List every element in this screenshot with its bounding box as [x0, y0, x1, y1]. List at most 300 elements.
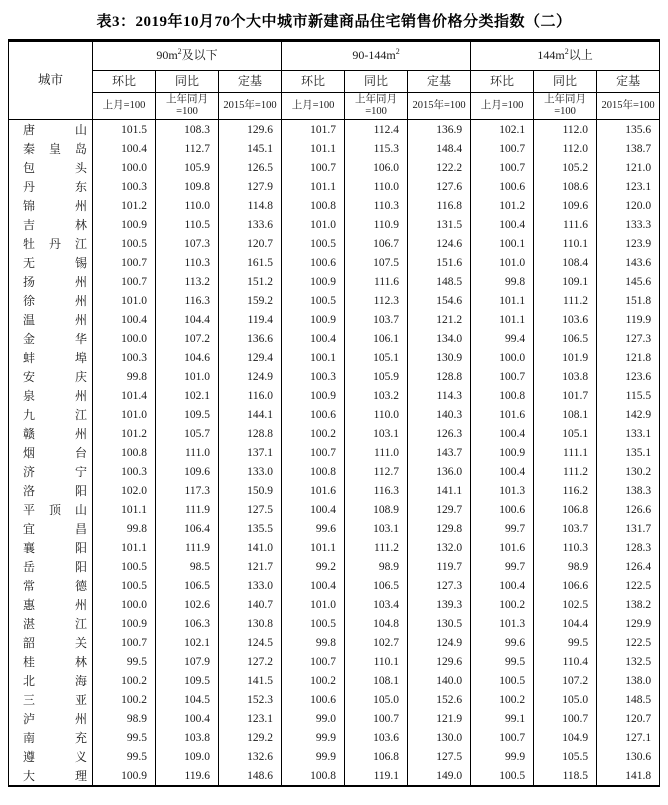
- page-title: 表3：2019年10月70个大中城市新建商品住宅销售价格分类指数（二）: [96, 14, 572, 30]
- value-cell: 100.6: [471, 500, 534, 519]
- value-cell: 127.3: [408, 576, 471, 595]
- value-cell: 99.7: [471, 519, 534, 538]
- value-cell: 101.1: [471, 310, 534, 329]
- city-name: 泉 州: [23, 389, 87, 403]
- value-cell: 103.4: [345, 595, 408, 614]
- value-cell: 145.6: [597, 272, 660, 291]
- value-cell: 101.0: [471, 253, 534, 272]
- city-cell: [9, 196, 93, 215]
- value-cell: 105.2: [534, 158, 597, 177]
- value-cell: 127.1: [597, 728, 660, 747]
- value-cell: 101.6: [471, 538, 534, 557]
- value-cell: 107.5: [345, 253, 408, 272]
- value-cell: 105.9: [156, 158, 219, 177]
- value-cell: 138.7: [597, 139, 660, 158]
- value-cell: 133.3: [597, 215, 660, 234]
- value-cell: 123.9: [597, 234, 660, 253]
- city-cell: [9, 177, 93, 196]
- table-row: [9, 120, 660, 140]
- value-cell: 101.0: [282, 595, 345, 614]
- table-row: [9, 652, 660, 671]
- value-cell: 109.6: [156, 462, 219, 481]
- city-name: 南 充: [23, 731, 87, 745]
- city-cell: [9, 652, 93, 671]
- city-name: 桂 林: [23, 655, 87, 669]
- value-cell: 100.2: [282, 671, 345, 690]
- value-cell: 100.7: [282, 158, 345, 177]
- value-cell: 133.0: [219, 576, 282, 595]
- value-cell: 122.5: [597, 633, 660, 652]
- value-cell: 107.2: [534, 671, 597, 690]
- value-cell: 111.0: [156, 443, 219, 462]
- city-cell: [9, 272, 93, 291]
- value-cell: 128.3: [597, 538, 660, 557]
- city-name: 宜 昌: [23, 522, 87, 536]
- value-cell: 106.6: [534, 576, 597, 595]
- table-body: [9, 120, 660, 787]
- value-cell: 102.1: [156, 633, 219, 652]
- city-name: 遵 义: [23, 750, 87, 764]
- value-cell: 126.4: [597, 557, 660, 576]
- value-cell: 99.5: [93, 747, 156, 766]
- value-cell: 105.5: [534, 747, 597, 766]
- value-cell: 143.7: [408, 443, 471, 462]
- city-cell: [9, 348, 93, 367]
- value-cell: 102.6: [156, 595, 219, 614]
- value-cell: 100.7: [93, 272, 156, 291]
- value-cell: 112.3: [345, 291, 408, 310]
- value-cell: 101.1: [471, 291, 534, 310]
- value-cell: 141.5: [219, 671, 282, 690]
- value-cell: 100.9: [282, 272, 345, 291]
- table-row: [9, 177, 660, 196]
- value-cell: 104.5: [156, 690, 219, 709]
- city-name: 牡 丹 江: [23, 237, 87, 251]
- value-cell: 135.1: [597, 443, 660, 462]
- value-cell: 103.6: [345, 728, 408, 747]
- value-cell: 161.5: [219, 253, 282, 272]
- value-cell: 100.9: [93, 614, 156, 633]
- col-header-fixed-3: 定基: [597, 71, 660, 93]
- value-cell: 106.8: [345, 747, 408, 766]
- group-header-90-144: $90-144m^2$: [282, 41, 471, 71]
- value-cell: 99.9: [282, 728, 345, 747]
- value-cell: 100.7: [93, 253, 156, 272]
- city-name: 蚌 埠: [23, 351, 87, 365]
- value-cell: 99.8: [93, 519, 156, 538]
- value-cell: 116.2: [534, 481, 597, 500]
- table-row: [9, 367, 660, 386]
- value-cell: 106.5: [534, 329, 597, 348]
- city-name: 包 头: [23, 161, 87, 175]
- value-cell: 100.9: [93, 215, 156, 234]
- value-cell: 105.9: [345, 367, 408, 386]
- table-row: [9, 728, 660, 747]
- value-cell: 123.1: [597, 177, 660, 196]
- city-name: 九 江: [23, 408, 87, 422]
- value-cell: 99.6: [471, 633, 534, 652]
- table-row: [9, 595, 660, 614]
- city-name: 平 顶 山: [23, 503, 87, 517]
- value-cell: 103.8: [534, 367, 597, 386]
- value-cell: 140.0: [408, 671, 471, 690]
- value-cell: 124.9: [408, 633, 471, 652]
- value-cell: 106.8: [534, 500, 597, 519]
- value-cell: 109.0: [156, 747, 219, 766]
- value-cell: 127.9: [219, 177, 282, 196]
- value-cell: 132.0: [408, 538, 471, 557]
- value-cell: 131.5: [408, 215, 471, 234]
- value-cell: 112.7: [156, 139, 219, 158]
- value-cell: 128.8: [219, 424, 282, 443]
- value-cell: 113.2: [156, 272, 219, 291]
- col-header-yoy-2: 同比: [345, 71, 408, 93]
- value-cell: 110.0: [345, 177, 408, 196]
- value-cell: 136.9: [408, 120, 471, 140]
- value-cell: 121.8: [597, 348, 660, 367]
- value-cell: 100.7: [282, 652, 345, 671]
- table-row: [9, 462, 660, 481]
- value-cell: 132.6: [219, 747, 282, 766]
- value-cell: 100.9: [282, 386, 345, 405]
- col-header-mom-1: 环比: [93, 71, 156, 93]
- value-cell: 148.5: [597, 690, 660, 709]
- value-cell: 105.7: [156, 424, 219, 443]
- value-cell: 103.1: [345, 519, 408, 538]
- value-cell: 108.6: [534, 177, 597, 196]
- value-cell: 98.9: [93, 709, 156, 728]
- value-cell: 131.7: [597, 519, 660, 538]
- value-cell: 110.1: [534, 234, 597, 253]
- value-cell: 104.8: [345, 614, 408, 633]
- table-row: [9, 671, 660, 690]
- group-header-144-above: $144m^2$以上: [471, 41, 660, 71]
- table-row: [9, 348, 660, 367]
- city-cell: [9, 633, 93, 652]
- value-cell: 114.3: [408, 386, 471, 405]
- city-name: 襄 阳: [23, 541, 87, 555]
- value-cell: 101.6: [282, 481, 345, 500]
- city-cell: [9, 595, 93, 614]
- value-cell: 135.5: [219, 519, 282, 538]
- col-header-fixed-1: 定基: [219, 71, 282, 93]
- table-row: [9, 481, 660, 500]
- table-row: [9, 747, 660, 766]
- value-cell: 99.6: [282, 519, 345, 538]
- city-name: 常 德: [23, 579, 87, 593]
- value-cell: 100.3: [93, 462, 156, 481]
- value-cell: 109.5: [156, 671, 219, 690]
- value-cell: 115.3: [345, 139, 408, 158]
- table-row: [9, 519, 660, 538]
- value-cell: 130.2: [597, 462, 660, 481]
- value-cell: 100.4: [93, 310, 156, 329]
- value-cell: 100.8: [282, 766, 345, 786]
- value-cell: 100.7: [471, 139, 534, 158]
- value-cell: 127.2: [219, 652, 282, 671]
- value-cell: 111.2: [534, 291, 597, 310]
- value-cell: 100.8: [471, 386, 534, 405]
- value-cell: 101.1: [282, 139, 345, 158]
- value-cell: 129.6: [219, 120, 282, 140]
- base-header-mom-2: 上月=100: [282, 93, 345, 120]
- base-header-fixed-3: 2015年=100: [597, 93, 660, 120]
- value-cell: 101.7: [534, 386, 597, 405]
- value-cell: 140.7: [219, 595, 282, 614]
- col-header-fixed-2: 定基: [408, 71, 471, 93]
- table-row: [9, 329, 660, 348]
- value-cell: 109.6: [534, 196, 597, 215]
- city-cell: [9, 462, 93, 481]
- city-cell: [9, 519, 93, 538]
- value-cell: 101.3: [471, 481, 534, 500]
- value-cell: 101.7: [282, 120, 345, 140]
- value-cell: 100.4: [156, 709, 219, 728]
- value-cell: 100.9: [282, 310, 345, 329]
- value-cell: 119.7: [408, 557, 471, 576]
- value-cell: 108.3: [156, 120, 219, 140]
- value-cell: 126.5: [219, 158, 282, 177]
- city-cell: [9, 367, 93, 386]
- city-cell: [9, 253, 93, 272]
- value-cell: 99.5: [93, 652, 156, 671]
- city-cell: [9, 576, 93, 595]
- table-row: [9, 291, 660, 310]
- value-cell: 107.3: [156, 234, 219, 253]
- value-cell: 100.0: [93, 595, 156, 614]
- value-cell: 100.5: [471, 671, 534, 690]
- value-cell: 102.1: [471, 120, 534, 140]
- value-cell: 100.3: [282, 367, 345, 386]
- value-cell: 106.3: [156, 614, 219, 633]
- value-cell: 120.7: [219, 234, 282, 253]
- col-header-yoy-1: 同比: [156, 71, 219, 93]
- value-cell: 100.7: [471, 158, 534, 177]
- value-cell: 101.5: [93, 120, 156, 140]
- city-cell: [9, 443, 93, 462]
- table-row: [9, 215, 660, 234]
- value-cell: 135.6: [597, 120, 660, 140]
- value-cell: 134.0: [408, 329, 471, 348]
- value-cell: 99.8: [93, 367, 156, 386]
- value-cell: 116.3: [156, 291, 219, 310]
- value-cell: 138.2: [597, 595, 660, 614]
- table-row: [9, 633, 660, 652]
- city-cell: [9, 158, 93, 177]
- value-cell: 102.7: [345, 633, 408, 652]
- value-cell: 127.5: [219, 500, 282, 519]
- value-cell: 110.0: [345, 405, 408, 424]
- value-cell: 99.8: [282, 633, 345, 652]
- city-cell: [9, 557, 93, 576]
- table-row: [9, 405, 660, 424]
- value-cell: 101.6: [471, 405, 534, 424]
- value-cell: 100.6: [471, 177, 534, 196]
- table-row: [9, 557, 660, 576]
- value-cell: 121.2: [408, 310, 471, 329]
- table-row: [9, 196, 660, 215]
- value-cell: 101.0: [282, 215, 345, 234]
- value-cell: 100.7: [534, 709, 597, 728]
- value-cell: 101.3: [471, 614, 534, 633]
- value-cell: 141.8: [597, 766, 660, 786]
- value-cell: 110.3: [156, 253, 219, 272]
- value-cell: 121.7: [219, 557, 282, 576]
- value-cell: 104.6: [156, 348, 219, 367]
- value-cell: 149.0: [408, 766, 471, 786]
- value-cell: 100.7: [345, 709, 408, 728]
- city-cell: [9, 424, 93, 443]
- value-cell: 103.7: [345, 310, 408, 329]
- value-cell: 132.5: [597, 652, 660, 671]
- value-cell: 100.0: [93, 158, 156, 177]
- value-cell: 101.9: [534, 348, 597, 367]
- value-cell: 104.9: [534, 728, 597, 747]
- value-cell: 120.0: [597, 196, 660, 215]
- value-cell: 133.0: [219, 462, 282, 481]
- value-cell: 112.7: [345, 462, 408, 481]
- value-cell: 106.5: [156, 576, 219, 595]
- value-cell: 107.9: [156, 652, 219, 671]
- value-cell: 122.5: [597, 576, 660, 595]
- value-cell: 111.9: [156, 500, 219, 519]
- city-name: 赣 州: [23, 427, 87, 441]
- value-cell: 100.6: [282, 253, 345, 272]
- value-cell: 111.2: [345, 538, 408, 557]
- table-row: [9, 690, 660, 709]
- value-cell: 99.8: [471, 272, 534, 291]
- value-cell: 119.6: [156, 766, 219, 786]
- base-header-fixed-2: 2015年=100: [408, 93, 471, 120]
- city-cell: [9, 538, 93, 557]
- city-name: 韶 关: [23, 636, 87, 650]
- value-cell: 136.6: [219, 329, 282, 348]
- value-cell: 151.8: [597, 291, 660, 310]
- value-cell: 105.0: [345, 690, 408, 709]
- value-cell: 106.0: [345, 158, 408, 177]
- city-cell: [9, 310, 93, 329]
- base-header-mom-1: 上月=100: [93, 93, 156, 120]
- value-cell: 106.5: [345, 576, 408, 595]
- value-cell: 101.0: [93, 291, 156, 310]
- table-row: [9, 538, 660, 557]
- value-cell: 102.5: [534, 595, 597, 614]
- value-cell: 100.2: [471, 690, 534, 709]
- value-cell: 98.5: [156, 557, 219, 576]
- table-row: [9, 310, 660, 329]
- city-cell: [9, 500, 93, 519]
- value-cell: 100.2: [93, 690, 156, 709]
- value-cell: 138.0: [597, 671, 660, 690]
- city-cell: [9, 690, 93, 709]
- value-cell: 124.5: [219, 633, 282, 652]
- city-name: 金 华: [23, 332, 87, 346]
- city-name: 温 州: [23, 313, 87, 327]
- value-cell: 152.3: [219, 690, 282, 709]
- value-cell: 106.1: [345, 329, 408, 348]
- value-cell: 148.6: [219, 766, 282, 786]
- value-cell: 141.0: [219, 538, 282, 557]
- value-cell: 116.0: [219, 386, 282, 405]
- value-cell: 141.1: [408, 481, 471, 500]
- value-cell: 100.4: [93, 139, 156, 158]
- city-name: 锦 州: [23, 199, 87, 213]
- city-name: 烟 台: [23, 446, 87, 460]
- table-row: [9, 139, 660, 158]
- value-cell: 100.5: [282, 234, 345, 253]
- value-cell: 129.7: [408, 500, 471, 519]
- value-cell: 101.2: [93, 424, 156, 443]
- price-index-table: [8, 39, 660, 787]
- value-cell: 100.8: [282, 196, 345, 215]
- value-cell: 121.0: [597, 158, 660, 177]
- value-cell: 100.0: [93, 329, 156, 348]
- value-cell: 100.2: [93, 671, 156, 690]
- city-cell: [9, 614, 93, 633]
- value-cell: 102.0: [93, 481, 156, 500]
- base-header-mom-3: 上月=100: [471, 93, 534, 120]
- table-row: [9, 500, 660, 519]
- table-row: [9, 709, 660, 728]
- value-cell: 110.9: [345, 215, 408, 234]
- city-cell: [9, 139, 93, 158]
- value-cell: 109.1: [534, 272, 597, 291]
- value-cell: 101.1: [282, 538, 345, 557]
- city-name: 无 锡: [23, 256, 87, 270]
- value-cell: 127.3: [597, 329, 660, 348]
- city-name: 济 宁: [23, 465, 87, 479]
- value-cell: 100.4: [471, 424, 534, 443]
- value-cell: 100.4: [471, 215, 534, 234]
- group-header-90-below: $90m^2$及以下: [93, 41, 282, 71]
- value-cell: 111.1: [534, 443, 597, 462]
- value-cell: 100.5: [282, 614, 345, 633]
- value-cell: 154.6: [408, 291, 471, 310]
- value-cell: 109.5: [156, 405, 219, 424]
- value-cell: 101.2: [471, 196, 534, 215]
- value-cell: 100.4: [471, 462, 534, 481]
- city-name: 洛 阳: [23, 484, 87, 498]
- table-row: [9, 386, 660, 405]
- value-cell: 136.0: [408, 462, 471, 481]
- value-cell: 103.1: [345, 424, 408, 443]
- value-cell: 124.6: [408, 234, 471, 253]
- table-row: [9, 158, 660, 177]
- value-cell: 100.6: [282, 690, 345, 709]
- value-cell: 124.9: [219, 367, 282, 386]
- value-cell: 99.5: [93, 728, 156, 747]
- value-cell: 110.3: [534, 538, 597, 557]
- value-cell: 129.9: [597, 614, 660, 633]
- value-cell: 100.3: [93, 348, 156, 367]
- city-name: 岳 阳: [23, 560, 87, 574]
- city-cell: [9, 747, 93, 766]
- value-cell: 116.3: [345, 481, 408, 500]
- value-cell: 100.7: [471, 367, 534, 386]
- value-cell: 100.5: [93, 234, 156, 253]
- value-cell: 119.1: [345, 766, 408, 786]
- value-cell: 103.2: [345, 386, 408, 405]
- value-cell: 99.0: [282, 709, 345, 728]
- value-cell: 137.1: [219, 443, 282, 462]
- value-cell: 100.7: [471, 728, 534, 747]
- value-cell: 98.9: [345, 557, 408, 576]
- value-cell: 101.1: [93, 500, 156, 519]
- city-cell: [9, 481, 93, 500]
- city-name: 泸 州: [23, 712, 87, 726]
- value-cell: 159.2: [219, 291, 282, 310]
- city-name: 三 亚: [23, 693, 87, 707]
